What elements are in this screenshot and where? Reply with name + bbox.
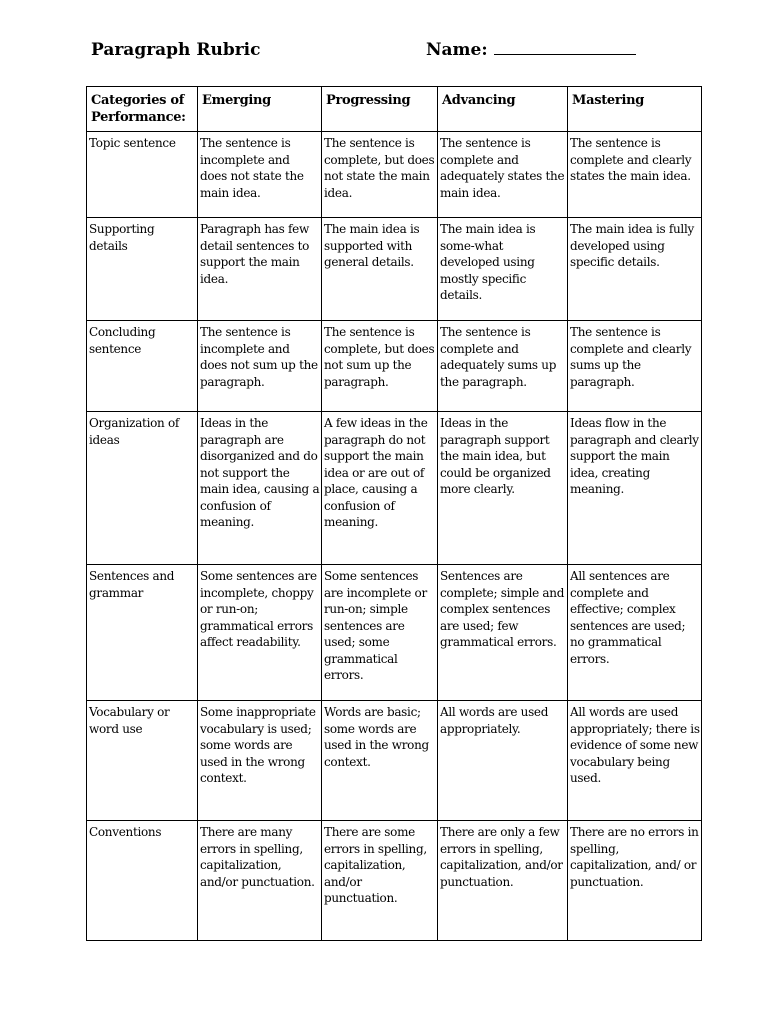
emerging-cell: The sentence is incomplete and does not sum up the paragraph. <box>198 321 322 412</box>
category-cell: Supporting details <box>87 218 198 321</box>
advancing-cell: The sentence is complete and adequately sums up the paragraph. <box>438 321 568 412</box>
category-cell: Conventions <box>87 821 198 941</box>
header-cell-advancing: Advancing <box>438 87 568 132</box>
progressing-cell: The main idea is supported with general details. <box>322 218 438 321</box>
advancing-cell: Sentences are complete; simple and complex sentences are used; few grammatical errors. <box>438 565 568 701</box>
emerging-cell: The sentence is incomplete and does not state the main idea. <box>198 132 322 218</box>
header-cell-emerging: Emerging <box>198 87 322 132</box>
progressing-cell: There are some errors in spelling, capitalization, and/or punctuation. <box>322 821 438 941</box>
table-row <box>87 321 702 412</box>
name-field <box>426 40 636 60</box>
page-title: Paragraph Rubric <box>91 40 261 60</box>
progressing-cell: Some sentences are incomplete or run-on; simple sentences are used; some grammatical errors. <box>322 565 438 701</box>
advancing-cell: Ideas in the paragraph support the main idea, but could be organized more clearly. <box>438 412 568 565</box>
mastering-cell: The sentence is complete and clearly sums up the paragraph. <box>568 321 702 412</box>
category-cell: Sentences and grammar <box>87 565 198 701</box>
mastering-cell: All sentences are complete and effective; complex sentences are used; no grammatical errors. <box>568 565 702 701</box>
emerging-cell: Ideas in the paragraph are disorganized and do not support the main idea, causing a confusion of meaning. <box>198 412 322 565</box>
progressing-cell: Words are basic; some words are used in the wrong context. <box>322 701 438 821</box>
table-row <box>87 821 702 941</box>
header-cell-mastering: Mastering <box>568 87 702 132</box>
table-row <box>87 132 702 218</box>
header-cell-progressing: Progressing <box>322 87 438 132</box>
mastering-cell: Ideas flow in the paragraph and clearly support the main idea, creating meaning. <box>568 412 702 565</box>
rubric-table <box>86 86 702 941</box>
category-cell: Topic sentence <box>87 132 198 218</box>
emerging-cell: There are many errors in spelling, capitalization, and/or punctuation. <box>198 821 322 941</box>
mastering-cell: The main idea is fully developed using specific details. <box>568 218 702 321</box>
table-row <box>87 565 702 701</box>
table-row <box>87 412 702 565</box>
advancing-cell: There are only a few errors in spelling, capitalization, and/or punctuation. <box>438 821 568 941</box>
progressing-cell: The sentence is complete, but does not sum up the paragraph. <box>322 321 438 412</box>
name-blank-line <box>494 40 636 55</box>
name-label: Name: <box>426 40 488 60</box>
category-cell: Concluding sentence <box>87 321 198 412</box>
emerging-cell: Some inappropriate vocabulary is used; some words are used in the wrong context. <box>198 701 322 821</box>
progressing-cell: A few ideas in the paragraph do not support the main idea or are out of place, causing a confusion of meaning. <box>322 412 438 565</box>
header-cell-categories: Categories of Performance: <box>87 87 198 132</box>
category-cell: Vocabulary or word use <box>87 701 198 821</box>
emerging-cell: Paragraph has few detail sentences to support the main idea. <box>198 218 322 321</box>
mastering-cell: All words are used appropriately; there is evidence of some new vocabulary being used. <box>568 701 702 821</box>
emerging-cell: Some sentences are incomplete, choppy or run-on; grammatical errors affect readability. <box>198 565 322 701</box>
mastering-cell: There are no errors in spelling, capitalization, and/ or punctuation. <box>568 821 702 941</box>
header-row <box>87 87 702 132</box>
table-row <box>87 218 702 321</box>
progressing-cell: The sentence is complete, but does not state the main idea. <box>322 132 438 218</box>
advancing-cell: The main idea is some-what developed using mostly specific details. <box>438 218 568 321</box>
advancing-cell: All words are used appropriately. <box>438 701 568 821</box>
table-row <box>87 701 702 821</box>
mastering-cell: The sentence is complete and clearly states the main idea. <box>568 132 702 218</box>
advancing-cell: The sentence is complete and adequately states the main idea. <box>438 132 568 218</box>
category-cell: Organization of ideas <box>87 412 198 565</box>
